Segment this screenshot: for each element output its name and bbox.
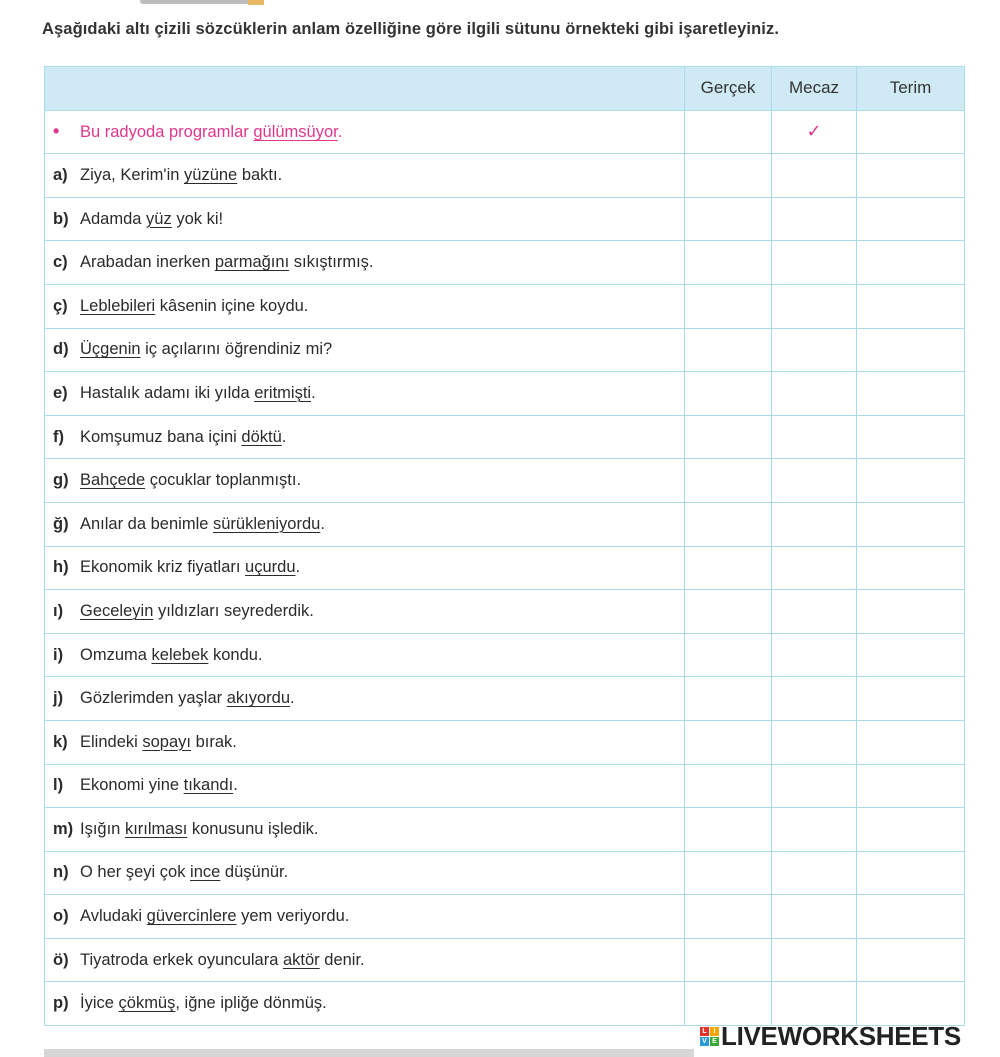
answer-cell-mecaz[interactable] <box>772 851 857 895</box>
answer-cell-mecaz[interactable] <box>772 284 857 328</box>
question-text-after: . <box>295 558 301 577</box>
answer-cell-terim[interactable] <box>857 851 965 895</box>
question-row <box>45 415 965 459</box>
logo-tile: V <box>700 1037 709 1046</box>
liveworksheets-logo <box>700 1021 961 1052</box>
question-row <box>45 895 965 939</box>
question-sentence <box>45 677 685 721</box>
question-row <box>45 241 965 285</box>
question-text-before: Omzuma <box>80 645 152 664</box>
question-label: ı) <box>53 601 64 620</box>
answer-cell-terim[interactable] <box>857 808 965 852</box>
answer-cell-terim[interactable] <box>857 633 965 677</box>
question-text-after: . <box>281 427 287 446</box>
answer-cell-gercek[interactable] <box>685 328 772 372</box>
question-underlined-word: çökmüş <box>118 994 176 1013</box>
example-row <box>45 110 965 154</box>
answer-cell-mecaz[interactable] <box>772 764 857 808</box>
question-text-after: konusunu işledik. <box>187 819 319 838</box>
worksheet-table <box>44 66 965 1026</box>
question-row <box>45 197 965 241</box>
question-underlined-word: Üçgenin <box>80 340 141 359</box>
answer-cell-terim[interactable] <box>857 415 965 459</box>
example-gercek-cell <box>685 110 772 154</box>
question-text-before: Arabadan inerken <box>80 253 215 272</box>
question-row <box>45 720 965 764</box>
question-row <box>45 372 965 416</box>
answer-cell-mecaz[interactable] <box>772 633 857 677</box>
answer-cell-terim[interactable] <box>857 241 965 285</box>
logo-text: LIVEWORKSHEETS <box>721 1021 961 1051</box>
answer-cell-gercek[interactable] <box>685 633 772 677</box>
answer-cell-gercek[interactable] <box>685 415 772 459</box>
question-sentence <box>45 372 685 416</box>
answer-cell-gercek[interactable] <box>685 590 772 634</box>
question-underlined-word: kelebek <box>151 645 209 664</box>
question-text-before: Ekonomik kriz fiyatları <box>80 558 246 577</box>
answer-cell-mecaz[interactable] <box>772 502 857 546</box>
question-label: i) <box>53 645 64 664</box>
question-row <box>45 808 965 852</box>
question-label: g) <box>53 471 69 490</box>
answer-cell-terim[interactable] <box>857 502 965 546</box>
question-sentence <box>45 546 685 590</box>
answer-cell-mecaz[interactable] <box>772 459 857 503</box>
question-label: j) <box>53 689 64 708</box>
header-row <box>45 67 965 111</box>
question-label: l) <box>53 776 64 795</box>
question-text-before: Hastalık adamı iki yılda <box>80 383 255 402</box>
answer-cell-mecaz[interactable] <box>772 197 857 241</box>
example-before: Bu radyoda programlar <box>80 123 254 142</box>
question-text-after: baktı. <box>237 165 283 184</box>
question-text-after: çocuklar toplanmıştı. <box>145 471 302 490</box>
question-sentence <box>45 938 685 982</box>
question-text-after: sıkıştırmış. <box>289 253 374 272</box>
question-underlined-word: eritmişti <box>254 383 312 402</box>
question-underlined-word: ince <box>190 863 221 882</box>
question-text-after: denir. <box>319 950 365 969</box>
question-text-before: Adamda <box>80 209 147 228</box>
question-sentence <box>45 982 685 1026</box>
question-label: d) <box>53 340 69 359</box>
answer-cell-gercek[interactable] <box>685 502 772 546</box>
question-label: ç) <box>53 296 68 315</box>
answer-cell-terim[interactable] <box>857 982 965 1026</box>
answer-cell-gercek[interactable] <box>685 459 772 503</box>
question-underlined-word: Geceleyin <box>80 601 154 620</box>
answer-cell-terim[interactable] <box>857 720 965 764</box>
question-underlined-word: tıkandı <box>183 776 234 795</box>
answer-cell-terim[interactable] <box>857 154 965 198</box>
logo-tile: L <box>700 1027 709 1036</box>
answer-cell-gercek[interactable] <box>685 720 772 764</box>
question-row <box>45 328 965 372</box>
bottom-toolbar-strip <box>44 1049 694 1057</box>
answer-cell-mecaz[interactable] <box>772 328 857 372</box>
question-label: ğ) <box>53 514 69 533</box>
header-mecaz: Mecaz <box>772 67 857 111</box>
answer-cell-mecaz[interactable] <box>772 982 857 1026</box>
question-text-after: düşünür. <box>220 863 289 882</box>
question-underlined-word: akıyordu <box>226 689 291 708</box>
answer-cell-mecaz[interactable] <box>772 372 857 416</box>
question-sentence <box>45 415 685 459</box>
answer-cell-terim[interactable] <box>857 677 965 721</box>
question-text-before: Avludaki <box>80 907 147 926</box>
question-sentence <box>45 590 685 634</box>
question-row <box>45 546 965 590</box>
question-row <box>45 284 965 328</box>
question-row <box>45 764 965 808</box>
top-tab-accent <box>248 0 264 5</box>
question-row <box>45 154 965 198</box>
example-sentence <box>45 110 685 154</box>
question-label: n) <box>53 863 69 882</box>
question-sentence <box>45 764 685 808</box>
question-text-before: Ekonomi yine <box>80 776 184 795</box>
question-label: h) <box>53 558 69 577</box>
answer-cell-terim[interactable] <box>857 895 965 939</box>
question-underlined-word: Bahçede <box>80 471 146 490</box>
answer-cell-mecaz[interactable] <box>772 895 857 939</box>
question-sentence <box>45 633 685 677</box>
answer-cell-mecaz[interactable] <box>772 154 857 198</box>
answer-cell-gercek[interactable] <box>685 764 772 808</box>
answer-cell-mecaz[interactable] <box>772 415 857 459</box>
question-text-before: Işığın <box>80 819 125 838</box>
question-underlined-word: güvercinlere <box>146 907 237 926</box>
question-row <box>45 677 965 721</box>
question-row <box>45 590 965 634</box>
answer-cell-mecaz[interactable] <box>772 808 857 852</box>
question-label: a) <box>53 165 68 184</box>
question-text-before: Anılar da benimle <box>80 514 213 533</box>
question-sentence <box>45 284 685 328</box>
answer-cell-gercek[interactable] <box>685 938 772 982</box>
question-row <box>45 982 965 1026</box>
answer-cell-gercek[interactable] <box>685 241 772 285</box>
logo-tile: I <box>710 1027 719 1036</box>
answer-cell-terim[interactable] <box>857 590 965 634</box>
question-text-before: O her şeyi çok <box>80 863 191 882</box>
answer-cell-terim[interactable] <box>857 938 965 982</box>
answer-cell-mecaz[interactable] <box>772 720 857 764</box>
answer-cell-gercek[interactable] <box>685 284 772 328</box>
logo-tile: E <box>710 1037 719 1046</box>
logo-tiles-icon <box>700 1027 719 1046</box>
question-underlined-word: aktör <box>283 950 320 969</box>
question-text-after: yıldızları seyrederdik. <box>153 601 314 620</box>
top-tab-decoration <box>140 0 252 4</box>
answer-cell-terim[interactable] <box>857 284 965 328</box>
question-sentence <box>45 502 685 546</box>
answer-cell-terim[interactable] <box>857 328 965 372</box>
question-sentence <box>45 895 685 939</box>
question-row <box>45 633 965 677</box>
question-underlined-word: yüz <box>146 209 172 228</box>
question-text-after: bırak. <box>191 732 237 751</box>
answer-cell-mecaz[interactable] <box>772 938 857 982</box>
question-row <box>45 938 965 982</box>
question-underlined-word: kırılması <box>124 819 188 838</box>
question-underlined-word: sopayı <box>142 732 191 751</box>
question-row <box>45 502 965 546</box>
question-label: f) <box>53 427 64 446</box>
example-after: . <box>337 123 343 142</box>
question-row <box>45 459 965 503</box>
question-label: ö) <box>53 950 69 969</box>
question-sentence <box>45 197 685 241</box>
question-underlined-word: parmağını <box>214 253 290 272</box>
question-label: o) <box>53 907 69 926</box>
question-text-before: Elindeki <box>80 732 143 751</box>
answer-cell-gercek[interactable] <box>685 677 772 721</box>
question-text-after: yem veriyordu. <box>236 907 350 926</box>
question-sentence <box>45 328 685 372</box>
question-text-before: İyice <box>80 994 119 1013</box>
example-mecaz-check: ✓ <box>772 110 857 154</box>
question-text-after: kâsenin içine koydu. <box>155 296 309 315</box>
answer-cell-gercek[interactable] <box>685 154 772 198</box>
question-text-after: . <box>290 689 295 708</box>
question-label: m) <box>53 819 74 838</box>
question-text-before: Komşumuz bana içini <box>80 427 242 446</box>
answer-cell-terim[interactable] <box>857 372 965 416</box>
question-underlined-word: sürükleniyordu <box>213 514 321 533</box>
answer-cell-gercek[interactable] <box>685 982 772 1026</box>
question-label: k) <box>53 732 68 751</box>
question-text-after: . <box>320 514 325 533</box>
example-terim-cell <box>857 110 965 154</box>
answer-cell-terim[interactable] <box>857 197 965 241</box>
question-label: c) <box>53 253 68 272</box>
answer-cell-gercek[interactable] <box>685 197 772 241</box>
question-text-after: kondu. <box>208 645 263 664</box>
answer-cell-gercek[interactable] <box>685 895 772 939</box>
answer-cell-gercek[interactable] <box>685 372 772 416</box>
question-sentence <box>45 851 685 895</box>
answer-cell-gercek[interactable] <box>685 546 772 590</box>
answer-cell-gercek[interactable] <box>685 851 772 895</box>
question-sentence <box>45 241 685 285</box>
answer-cell-mecaz[interactable] <box>772 677 857 721</box>
question-text-before: Tiyatroda erkek oyunculara <box>80 950 283 969</box>
question-label: e) <box>53 383 68 402</box>
answer-cell-terim[interactable] <box>857 764 965 808</box>
question-row <box>45 851 965 895</box>
answer-cell-gercek[interactable] <box>685 808 772 852</box>
header-sentence-cell <box>45 67 685 111</box>
question-label: b) <box>53 209 69 228</box>
example-underlined-word: gülümsüyor <box>253 123 338 142</box>
question-text-after: yok ki! <box>171 209 224 228</box>
answer-cell-mecaz[interactable] <box>772 546 857 590</box>
answer-cell-mecaz[interactable] <box>772 590 857 634</box>
question-underlined-word: yüzüne <box>184 165 238 184</box>
header-gercek: Gerçek <box>685 67 772 111</box>
question-text-before: Gözlerimden yaşlar <box>80 689 227 708</box>
question-sentence <box>45 154 685 198</box>
bullet-icon: • <box>53 121 60 142</box>
question-label: p) <box>53 994 69 1013</box>
header-terim: Terim <box>857 67 965 111</box>
question-text-before: Ziya, Kerim'in <box>80 165 185 184</box>
question-text-after: . <box>311 383 316 402</box>
question-text-after: . <box>233 776 238 795</box>
instruction-text: Aşağıdaki altı çizili sözcüklerin anlam özelliğine göre ilgili sütunu örnekteki gibi işaretleyiniz. <box>42 20 780 38</box>
question-underlined-word: döktü <box>241 427 282 446</box>
question-sentence <box>45 808 685 852</box>
answer-cell-mecaz[interactable] <box>772 241 857 285</box>
answer-cell-terim[interactable] <box>857 546 965 590</box>
question-underlined-word: Leblebileri <box>80 296 156 315</box>
question-text-after: , iğne ipliğe dönmüş. <box>175 994 327 1013</box>
question-text-after: iç açılarını öğrendiniz mi? <box>140 340 333 359</box>
question-sentence <box>45 459 685 503</box>
question-sentence <box>45 720 685 764</box>
answer-cell-terim[interactable] <box>857 459 965 503</box>
question-underlined-word: uçurdu <box>245 558 296 577</box>
